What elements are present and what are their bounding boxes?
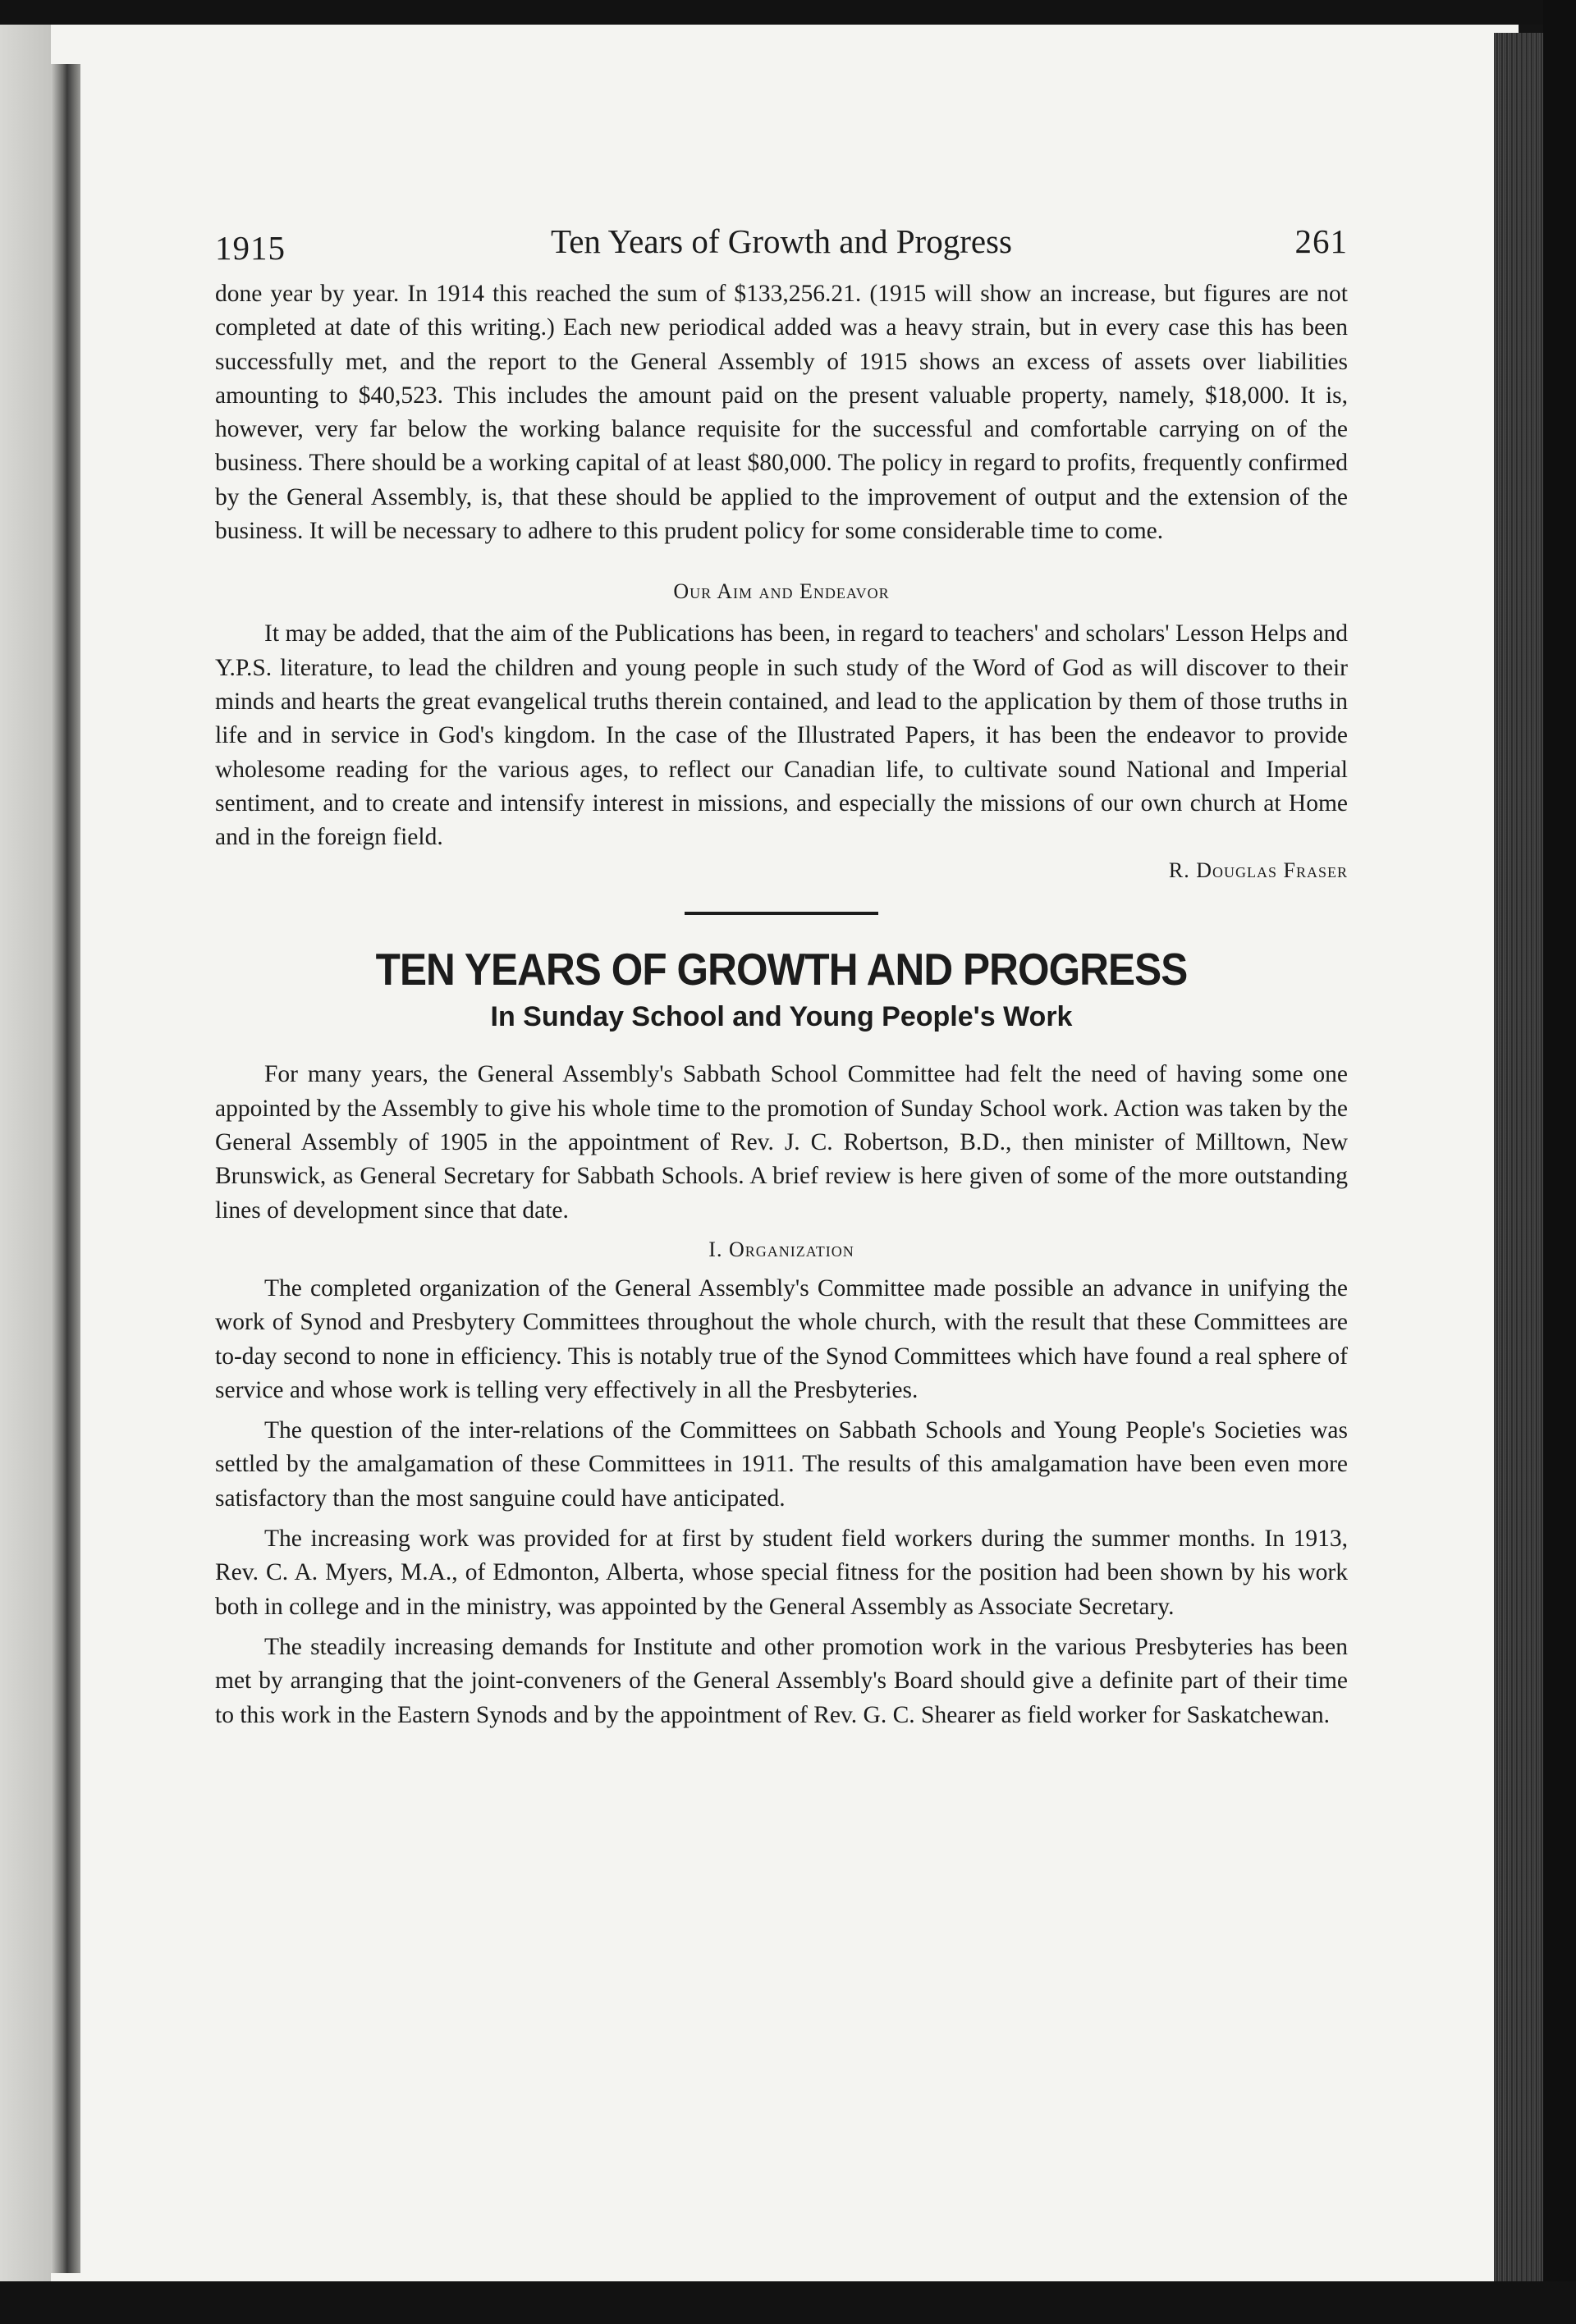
book-page-edges: [1494, 33, 1543, 2285]
scan-top-border: [0, 0, 1576, 25]
section-heading-organization: I. Organization: [708, 1237, 854, 1261]
paragraph-spacer: [215, 1407, 1348, 1414]
article-paragraph: The question of the inter-relations of the Committees on Sabbath Schools and Young People's Societies was settled by the amalgamation of these Committees in 1911. The results of this amalgamation have been even more satisfactory than the most sanguine could have anticipated.: [215, 1417, 1348, 1512]
scan-bottom-border: [0, 2281, 1576, 2324]
article-subtitle: In Sunday School and Young People's Work: [490, 1001, 1073, 1033]
paragraph-spacer: [215, 1624, 1348, 1631]
article-paragraph: The completed organization of the General Assembly's Committee made possible an advance in unifying the work of Synod and Presbytery Committees throughout the whole church, with the result that these Committees are to-day second to none in efficiency. This is notably true of the Synod Committees which have found a real sphere of service and whose work is telling very effectively in all the Presbyteries.: [215, 1274, 1348, 1403]
binding-gutter: [51, 64, 80, 2273]
section-divider: [685, 912, 878, 915]
aim-paragraph: It may be added, that the aim of the Publications has been, in regard to teachers' and scholars' Lesson Helps and Y.P.S. literature, to lead the children and young people in such study of the Word of God as will discover to their minds and hearts the great evangelical truths therein contained, and lead to the application by them of those truths in life and in service in God's kingdom. In the case of the Illustrated Papers, it has been the endeavor to provide wholesome reading for the various ages, to reflect our Canadian life, to cultivate sound National and Imperial sentiment, and to create and intensify interest in missions, and especially the missions of our own church at Home and in the foreign field.: [215, 620, 1348, 851]
page-number: 261: [1294, 222, 1348, 260]
running-head-year: 1915: [215, 229, 286, 267]
page-content: [215, 220, 1348, 1732]
continued-paragraph: done year by year. In 1914 this reached the sum of $133,256.21. (1915 will show an increase, but figures are not completed at date of this writing.) Each new periodical added was a heavy strain, but in every case this has been successfully met, and the report to the General Assembly of 1915 shows an excess of assets over liabilities amounting to $40,523. This includes the amount paid on the present valuable property, namely, $18,000. It is, however, very far below the working balance requisite for the successful and comfortable carrying on of the business. There should be a working capital of at least $80,000. The policy in regard to profits, frequently confirmed by the General Assembly, is, that these should be applied to the improvement of output and the extension of the business. It will be necessary to adhere to this prudent policy for some considerable time to come.: [215, 281, 1348, 545]
running-head-title: Ten Years of Growth and Progress: [551, 222, 1012, 260]
article-paragraph: The increasing work was provided for at first by student field workers during the summer months. In 1913, Rev. C. A. Myers, M.A., of Edmonton, Alberta, whose special fitness for the position had been shown by his work both in college and in the ministry, was appointed by the General Assembly as Associate Secretary.: [215, 1526, 1348, 1620]
article-title: TEN YEARS OF GROWTH AND PROGRESS: [375, 944, 1188, 995]
article-paragraph: The steadily increasing demands for Institute and other promotion work in the various Presbyteries has been met by arranging that the joint-conveners of the General Assembly's Board should give a definite part of their time to this work in the Eastern Synods and by the appointment of Rev. G. C. Shearer as field worker for Saskatchewan.: [215, 1633, 1348, 1728]
author-signature: R. Douglas Fraser: [1168, 858, 1348, 883]
paragraph-spacer: [215, 1516, 1348, 1522]
facing-page-edge: [0, 25, 51, 2281]
running-head: [215, 220, 1348, 277]
section-heading-aim: Our Aim and Endeavor: [673, 579, 890, 604]
article-intro-paragraph: For many years, the General Assembly's Sabbath School Committee had felt the need of having some one appointed by the Assembly to give his whole time to the promotion of Sunday School work. Action was taken by the General Assembly of 1905 in the appointment of Rev. J. C. Robertson, B.D., then minister of Milltown, New Brunswick, as General Secretary for Sabbath Schools. A brief review is here given of some of the more outstanding lines of development since that date.: [215, 1061, 1348, 1224]
scan-right-border: [1543, 0, 1576, 2324]
